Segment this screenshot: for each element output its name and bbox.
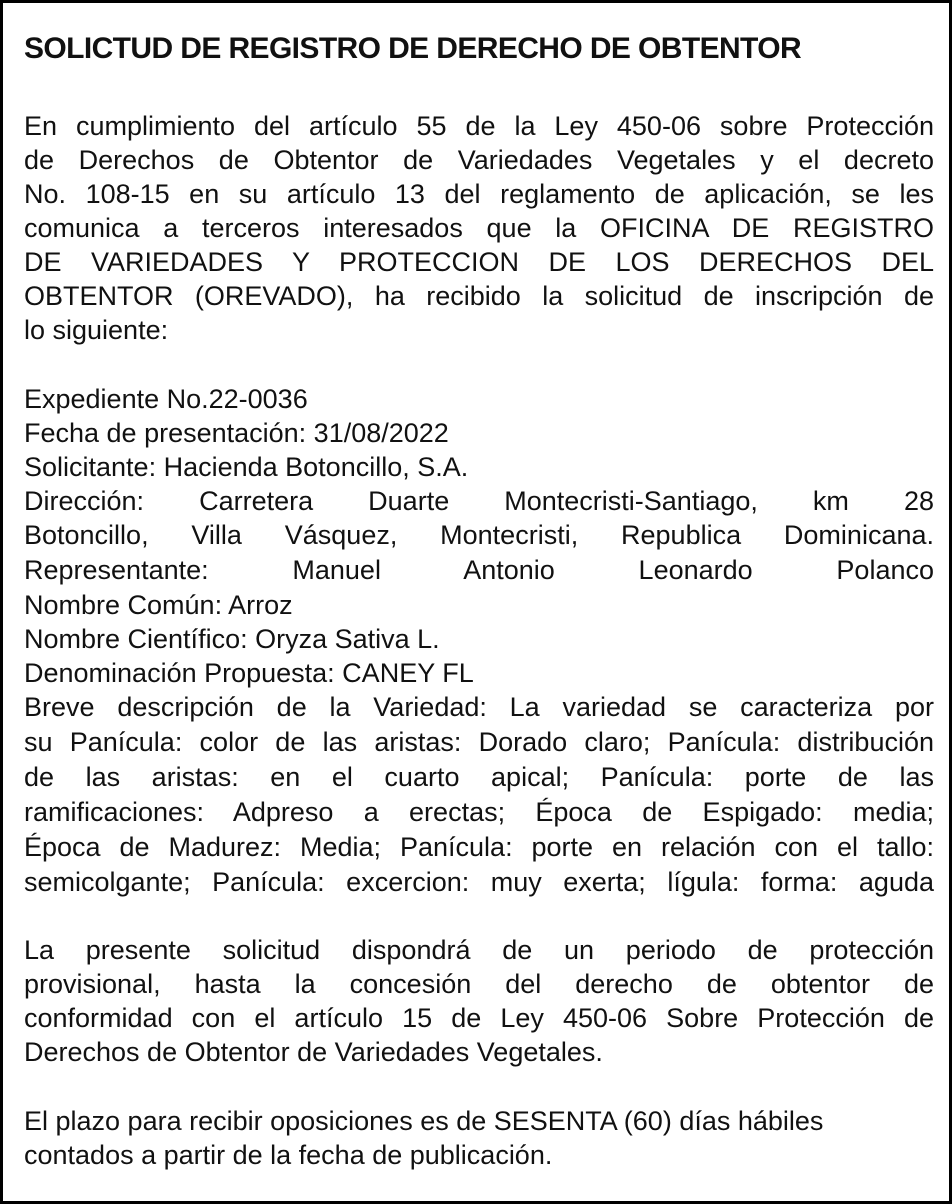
protection-line: La presente solicitud dispondrá de un periodo de protección [24,935,934,965]
descripcion-line: ramificaciones: Adpreso a erectas; Época de Espigado: media; [24,797,934,827]
intro-line: lo siguiente: [24,315,169,345]
expediente-line: Expediente No.22-0036 [24,384,308,414]
descripcion-line: semicolgante; Panícula: excercion: muy exerta; lígula: forma: aguda [24,867,934,897]
notice-title: SOLICTUD DE REGISTRO DE DERECHO DE OBTENTOR [24,32,802,65]
intro-line: No. 108-15 en su artículo 13 del reglamento de aplicación, se les [24,179,934,209]
denominacion-line: Denominación Propuesta: CANEY FL [24,658,474,688]
protection-line: Derechos de Obtentor de Variedades Vegetales. [24,1037,603,1067]
descripcion-line: Breve descripción de la Variedad: La variedad se caracteriza por [24,692,934,722]
descripcion-line: de las aristas: en el cuarto apical; Panícula: porte de las [24,762,934,792]
nombre-comun-line: Nombre Común: Arroz [24,590,293,620]
intro-line: En cumplimiento del artículo 55 de la Ley 450-06 sobre Protección [24,111,934,141]
descripcion-line: su Panícula: color de las aristas: Dorado claro; Panícula: distribución [24,727,934,757]
protection-line: provisional, hasta la concesión del derecho de obtentor de [24,969,934,999]
direccion-line: Dirección: Carretera Duarte Montecristi-Santiago, km 28 [24,486,934,516]
nombre-cientifico-line: Nombre Científico: Oryza Sativa L. [24,624,440,654]
protection-line: conformidad con el artículo 15 de Ley 450-06 Sobre Protección de [24,1003,934,1033]
direccion-line: Botoncillo, Villa Vásquez, Montecristi, Republica Dominicana. [24,520,934,550]
intro-line: comunica a terceros interesados que la OFICINA DE REGISTRO [24,213,934,243]
intro-line: de Derechos de Obtentor de Variedades Vegetales y el decreto [24,145,934,175]
descripcion-line: Época de Madurez: Media; Panícula: porte en relación con el tallo: [24,832,934,862]
deadline-line: contados a partir de la fecha de publicación. [24,1140,553,1170]
intro-line: OBTENTOR (OREVADO), ha recibido la solicitud de inscripción de [24,281,934,311]
deadline-line: El plazo para recibir oposiciones es de SESENTA (60) días hábiles [24,1106,824,1136]
fecha-line: Fecha de presentación: 31/08/2022 [24,418,449,448]
representante-line: Representante: Manuel Antonio Leonardo Polanco [24,555,934,585]
intro-line: DE VARIEDADES Y PROTECCION DE LOS DERECHOS DEL [24,247,934,277]
solicitante-line: Solicitante: Hacienda Botoncillo, S.A. [24,452,469,482]
